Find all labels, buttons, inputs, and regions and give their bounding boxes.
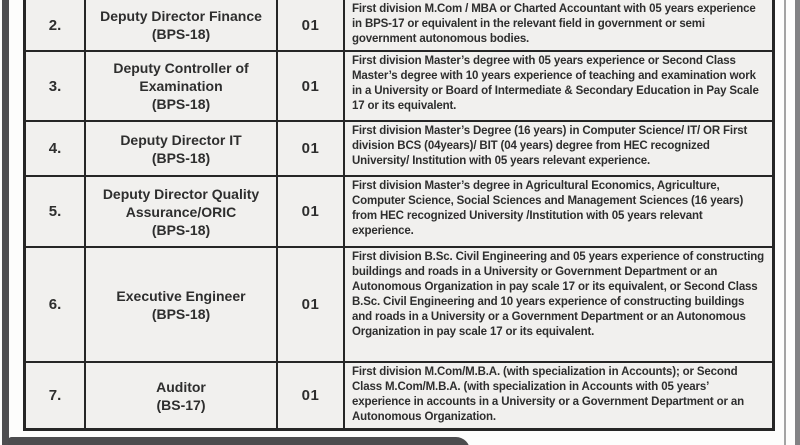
position-scale: (BPS-18): [151, 305, 211, 322]
serial-number: 3.: [48, 77, 62, 95]
serial-number: 6.: [48, 296, 62, 313]
serial-cell: [26, 52, 86, 120]
qualification-cell: First division B.Sc. Civil Engineering and 05 years experience of constructing buildings and roads in a University or Government Department or an Autonomous Organization in pay scale 17 or its equivalent, or Second Class B.Sc. Civil Engineering and 10 years experience of constructing buildings and roads in a University or a Government Department or an Autonomous Organization in pay scale 17 or its equivalent.: [352, 251, 765, 338]
qualification-cell: First division Master’s degree in Agricultural Economics, Agriculture, Computer Science, Social Sciences and Management Sciences (16 years) from HEC recognized University /Institution with 05 years relevant experience.: [352, 180, 744, 237]
position-scale: (BPS-18): [151, 221, 211, 238]
posts-cell: [278, 52, 345, 120]
posts-cell: [278, 248, 345, 361]
posts-cell: [278, 177, 345, 246]
page-right-border-line: [784, 0, 786, 445]
position-cell: [86, 177, 278, 246]
jobs-table: [23, 0, 775, 431]
position-cell: [86, 0, 278, 50]
table-row: [26, 0, 772, 52]
table-row: [26, 248, 772, 363]
position-title: Auditor: [156, 378, 206, 395]
serial-cell: [26, 177, 86, 246]
serial-number: 5.: [48, 203, 62, 220]
serial-cell: [26, 248, 86, 361]
position-scale: (BPS-18): [151, 96, 211, 112]
position-cell: [86, 363, 278, 428]
serial-number: 2.: [48, 16, 62, 34]
position-title: Deputy Director IT: [120, 131, 242, 148]
position-scale: (BS-17): [156, 396, 206, 413]
position-title: Executive Engineer: [116, 287, 246, 304]
bottom-ribbon: [8, 437, 470, 445]
position-scale: (BPS-18): [151, 26, 211, 42]
table-row: [26, 122, 772, 177]
page-left-edge-strip: [2, 0, 9, 445]
position-title: Deputy Controller of Examination: [113, 60, 249, 94]
posts-count: 01: [301, 77, 320, 95]
serial-cell: [26, 363, 86, 428]
position-title: Deputy Director Quality Assurance/ORIC: [102, 185, 260, 220]
posts-count: 01: [301, 296, 320, 313]
posts-count: 01: [301, 16, 320, 34]
posts-cell: [278, 363, 345, 428]
posts-count: 01: [301, 203, 320, 220]
posts-count: 01: [301, 387, 320, 404]
posts-cell: [278, 122, 345, 175]
position-scale: (BPS-18): [151, 149, 211, 166]
position-title: Deputy Director Finance: [100, 8, 262, 24]
posts-cell: [278, 0, 345, 50]
qualification-cell: First division Master’s degree with 05 years experience or Second Class Master’s degree with 10 years experience of teaching and examination work in a University or Board of Intermediate & Secondary Education in Pay Scale 17 or its equivalent.: [352, 55, 759, 112]
serial-cell: [26, 122, 86, 175]
position-cell: [86, 122, 278, 175]
table-row: [26, 363, 772, 428]
table-row: [26, 177, 772, 248]
posts-count: 01: [301, 140, 320, 157]
page-right-edge-strip: [795, 0, 800, 445]
position-cell: [86, 248, 278, 361]
serial-number: 4.: [48, 140, 62, 157]
qualification-cell: First division Master’s Degree (16 years) in Computer Science/ IT/ OR First division BCS (04years)/ BIT (04 years) degree from HEC recognized University/ Institution with 05 years relevant experience.: [352, 125, 748, 167]
table-row: [26, 52, 772, 122]
serial-cell: [26, 0, 86, 50]
position-cell: [86, 52, 278, 120]
qualification-cell: First division M.Com/M.B.A. (with specialization in Accounts); or Second Class M.Com/M.B.A. (with specialization in Accounts with 05 years’ experience in accounts in a University or a Government Department or an Autonomous Organization.: [352, 366, 744, 423]
qualification-cell: First division M.Com / MBA or Charted Accountant with 05 years experience in BPS-17 or equivalent in the relevant field in government or semi government autonomous bodies.: [352, 3, 756, 45]
serial-number: 7.: [48, 387, 62, 404]
